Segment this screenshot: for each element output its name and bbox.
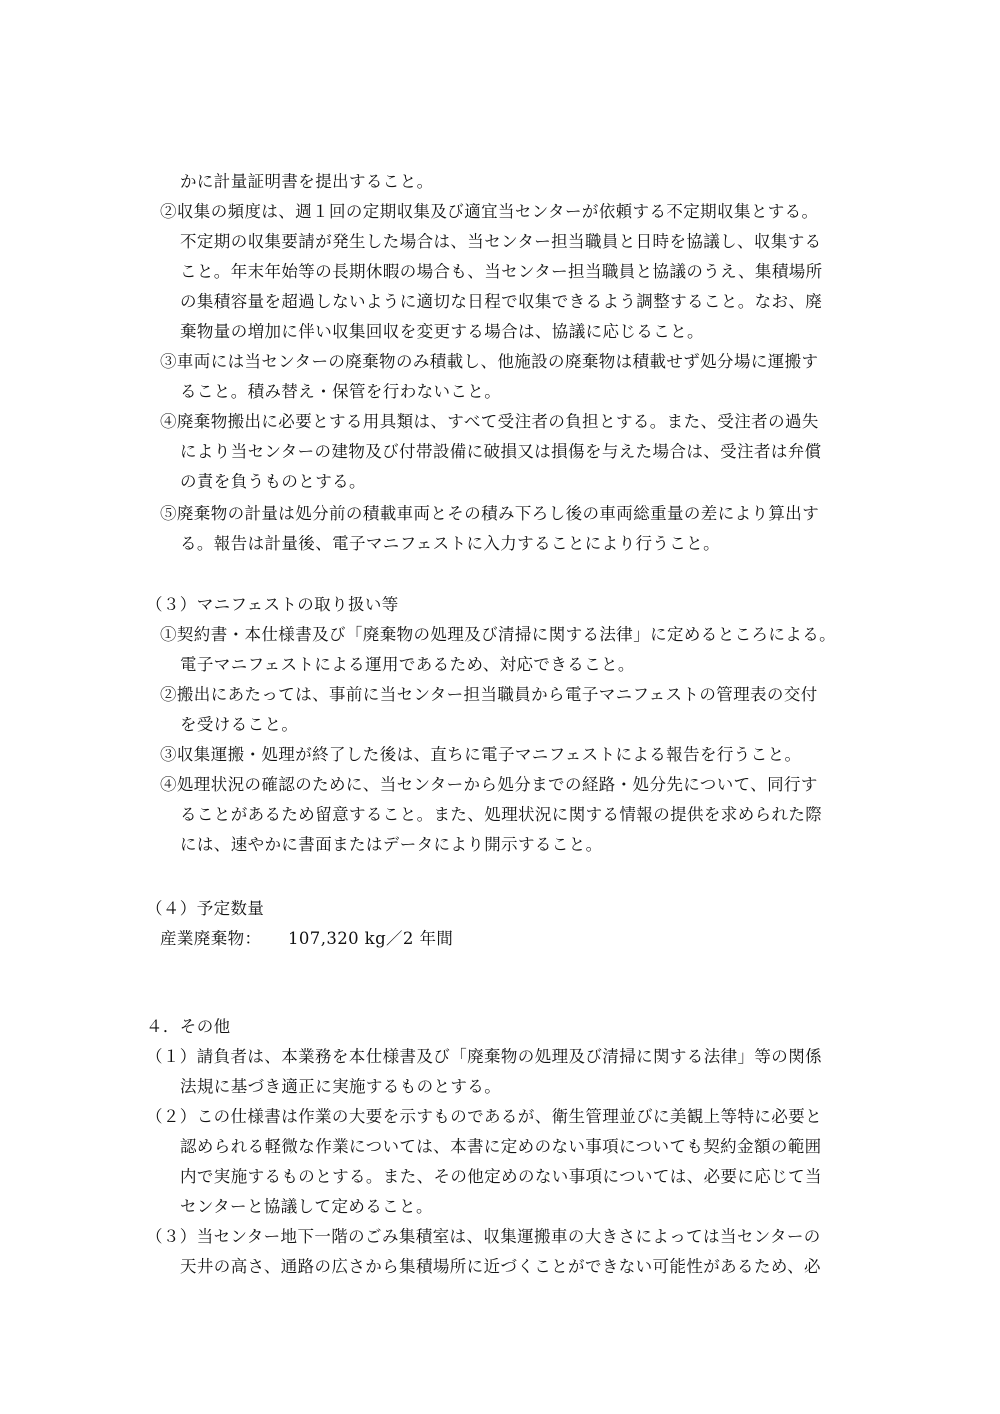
- text-line: 不定期の収集要請が発生した場合は、当センター担当職員と日時を協議し、収集する: [180, 232, 822, 251]
- text-line: の責を負うものとする。: [180, 472, 366, 491]
- text-line: る。報告は計量後、電子マニフェストに入力することにより行うこと。: [180, 534, 720, 553]
- text-line: こと。年末年始等の長期休暇の場合も、当センター担当職員と協議のうえ、集積場所: [180, 262, 823, 281]
- list-item-4: ④廃棄物搬出に必要とする用具類は、すべて受注者の負担とする。また、受注者の過失: [160, 412, 819, 431]
- text-line: 内で実施するものとする。また、その他定めのない事項については、必要に応じて当: [180, 1167, 822, 1186]
- section-heading-manifest: （３）マニフェストの取り扱い等: [146, 595, 399, 614]
- text-line: センターと協議して定めること。: [180, 1197, 433, 1216]
- text-line: により当センターの建物及び付帯設備に破損又は損傷を与えた場合は、受注者は弁償: [180, 442, 822, 461]
- text-line: 法規に基づき適正に実施するものとする。: [180, 1077, 502, 1096]
- list-item-2: ②収集の頻度は、週１回の定期収集及び適宜当センターが依頼する不定期収集とする。: [160, 202, 819, 221]
- text-line: には、速やかに書面またはデータにより開示すること。: [180, 835, 603, 854]
- section-heading-other: ４．その他: [146, 1017, 231, 1036]
- text-line: ること。積み替え・保管を行わないこと。: [180, 382, 502, 401]
- text-line: を受けること。: [180, 715, 299, 734]
- list-item-2: （２）この仕様書は作業の大要を示すものであるが、衛生管理並びに美観上等特に必要と: [146, 1107, 822, 1126]
- text-line: 天井の高さ、通路の広さから集積場所に近づくことができない可能性があるため、必: [180, 1257, 821, 1276]
- list-item-2: ②搬出にあたっては、事前に当センター担当職員から電子マニフェストの管理表の交付: [160, 685, 818, 704]
- list-item-1: ①契約書・本仕様書及び「廃棄物の処理及び清掃に関する法律」に定めるところによる。: [160, 625, 836, 644]
- text-line: かに計量証明書を提出すること。: [180, 172, 434, 191]
- list-item-3: ③車両には当センターの廃棄物のみ積載し、他施設の廃棄物は積載せず処分場に運搬す: [160, 352, 819, 371]
- section-heading-quantity: （４）予定数量: [146, 899, 265, 918]
- text-line: 棄物量の増加に伴い収集回収を変更する場合は、協議に応じること。: [180, 322, 704, 341]
- list-item-3: （３）当センター地下一階のごみ集積室は、収集運搬車の大きさによっては当センターの: [146, 1227, 821, 1246]
- text-line: の集積容量を超過しないように適切な日程で収集できるよう調整すること。なお、廃: [180, 292, 823, 311]
- list-item-4: ④処理状況の確認のために、当センターから処分までの経路・処分先について、同行す: [160, 775, 818, 794]
- text-line: 認められる軽微な作業については、本書に定めのない事項についても契約金額の範囲: [180, 1137, 822, 1156]
- list-item-3: ③収集運搬・処理が終了した後は、直ちに電子マニフェストによる報告を行うこと。: [160, 745, 802, 764]
- quantity-row: [160, 928, 453, 950]
- text-line: 電子マニフェストによる運用であるため、対応できること。: [180, 655, 635, 674]
- text-line: ることがあるため留意すること。また、処理状況に関する情報の提供を求められた際: [180, 805, 823, 824]
- quantity-label: 産業廃棄物：: [160, 929, 262, 948]
- list-item-1: （１）請負者は、本業務を本仕様書及び「廃棄物の処理及び清掃に関する法律」等の関係: [146, 1047, 822, 1066]
- list-item-5: ⑤廃棄物の計量は処分前の積載車両とその積み下ろし後の車両総重量の差により算出す: [160, 504, 820, 523]
- quantity-value: 107,320 kg／2 年間: [288, 929, 454, 948]
